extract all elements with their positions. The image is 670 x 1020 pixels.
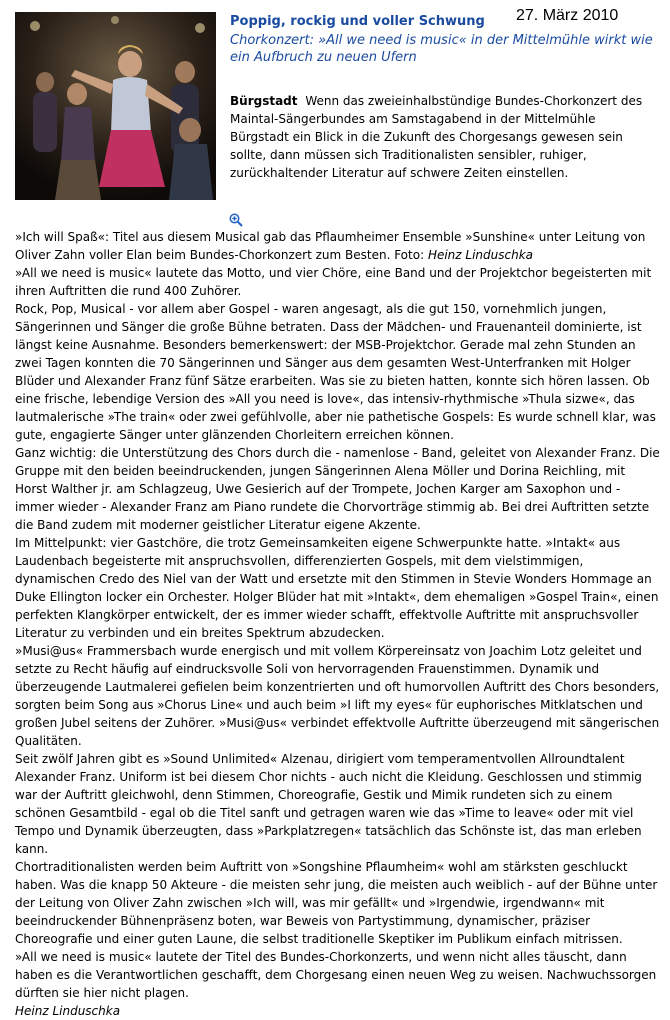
paragraph: Rock, Pop, Musical - vor allem aber Gospel - waren angesagt, als die gut 150, vornehmlich jungen, Sängerinnen und Sänger die große Bühne betraten. Dass der Mädchen- und Frauenanteil dominierte, ist längst keine Ausnahme. Besonders bemerkenswert: der MSB-Projektchor. Gerade mal zehn Stunden an zwei Tagen konnten die 70 Sängerinnen und Sänger aus dem gesamten West-Unterfranken mit Holger Blüder und Alexander Franz fünf Sätze erarbeiten. Was sie zu bieten hatten, konnte sich hören lassen. Ob eine frische, lebendige Version des »All you need is love«, das intensiv-rhythmische »Thula sizwe«, das lautmalerische »The train« oder zwei gefühlvolle, aber nie pathetische Gospels: Es wurde schnell klar, was gute, engagierte Sänger unter glänzenden Chorleitern erreichen können.: [15, 302, 656, 442]
article-intro: [230, 92, 655, 182]
paragraph: Ganz wichtig: die Unterstützung des Chors durch die - namenlose - Band, geleitet von Alexander Franz. Die Gruppe mit den beiden beeindruckenden, jungen Sängerinnen Alena Möller und Dorina Reichling, mit Horst Walther jr. am Schlagzeug, Uwe Gesierich auf der Trompete, Jochen Karger am Saxophon und - immer wieder - Alexander Franz am Piano rundete die Chorvorträge stimmig ab. Bei drei Auftritten setzte die Band zudem mit moderner geistlicher Literatur eigene Akzente.: [15, 446, 660, 532]
publication-date: 27. März 2010: [516, 7, 619, 24]
caption-text: »Ich will Spaß«: Titel aus diesem Musical gab das Pflaumheimer Ensemble »Sunshine« unter Leitung von Oliver Zahn voller Elan beim Bundes-Chorkonzert zum Besten. Foto:: [15, 230, 646, 262]
paragraph: »All we need is music« lautete das Motto, und vier Chöre, eine Band und der Projektchor begeisterten mit ihren Auftritten die rund 400 Zuhörer.: [15, 266, 652, 298]
article-subheadline: Chorkonzert: »All we need is music« in der Mittelmühle wirkt wie ein Aufbruch zu neuen Ufern: [230, 33, 653, 65]
choir-photo: [15, 12, 216, 200]
article-headline: Poppig, rockig und voller Schwung: [230, 14, 485, 29]
article-author: Heinz Linduschka: [15, 1004, 121, 1018]
intro-text: Wenn das zweieinhalbstündige Bundes-Chorkonzert des Maintal-Sängerbundes am Samstagabend in der Mittelmühle Bürgstadt ein Blick in die Zukunft des Chorgesangs gewesen sein sollte, dann müssen sich Traditionalisten sensibler, ruhiger, zurückhaltender Literatur auf schwere Zeiten einstellen.: [230, 94, 643, 180]
photo-caption: [15, 228, 660, 264]
paragraph: Seit zwölf Jahren gibt es »Sound Unlimited« Alzenau, dirigiert vom temperamentvollen Allroundtalent Alexander Franz. Uniform ist bei diesem Chor nichts - auch nicht die Kleidung. Geschlossen und stimmig war der Auftritt gleichwohl, denn Stimmen, Choreografie, Gestik und Mimik rundeten sich zu einem schönen Gesamtbild - egal ob die Titel sanft und getragen waren wie das »Time to leave« oder mit viel Tempo und Dynamik überzeugten, dass »Parkplatzregen« tatsächlich das Schönste ist, das man erleben kann.: [15, 752, 642, 856]
article-body: [15, 228, 660, 1020]
dateline-location: Bürgstadt: [230, 94, 298, 108]
paragraph: »Musi@us« Frammersbach wurde energisch und mit vollem Körpereinsatz von Joachim Lotz geleitet und setzte zu Recht häufig auf eindrucksvolle Soli von hervorragenden Frauenstimmen. Dynamik und überzeugende Lautmalerei gefielen beim konzentrierten und oft humorvollen Auftritt des Chors besonders, sorgten beim Song aus »Chorus Line« und auch beim »I lift my eyes« für euphorisches Mitklatschen und großen Jubel seitens der Zuhörer. »Musi@us« verbindet effektvolle Auftritte überzeugend mit sängerischen Qualitäten.: [15, 644, 660, 748]
paragraph: Chortraditionalisten werden beim Auftritt von »Songshine Pflaumheim« wohl am stärksten geschluckt haben. Was die knapp 50 Akteure - die meisten sehr jung, die meisten auch weiblich - auf der Bühne unter der Leitung von Oliver Zahn zwischen »Ich will, was mir gefällt« und »Irgendwie, irgendwann« mit beeindruckender Bühnenpräsenz boten, war Beweis von Partystimmung, dynamischer, präziser Choreografie und einer guten Laune, die selbst traditionelle Skeptiker im Publikum einfach mitrissen.: [15, 860, 658, 946]
paragraph: Im Mittelpunkt: vier Gastchöre, die trotz Gemeinsamkeiten eigene Schwerpunkte hatte. »Intakt« aus Laudenbach begeisterte mit anspruchsvollen, differenzierten Gospels, mit dem vielstimmigen, dynamischen Credo des Niel van der Watt und ersetzte mit den Stimmen in Stevie Wonders Hommage an Duke Ellington locker ein Orchester. Holger Blüder hat mit »Intakt«, dem ehemaligen »Gospel Train«, einen perfekten Klangkörper entwickelt, der es immer wieder schafft, effektvolle Auftritte mit anspruchsvoller Literatur zu verbinden und ein breites Spektrum abzudecken.: [15, 536, 659, 640]
photo-credit: Heinz Linduschka: [427, 248, 534, 262]
paragraph: »All we need is music« lautete der Titel des Bundes-Chorkonzerts, und wenn nicht alles täuscht, dann haben es die Verantwortlichen geschafft, dem Chorgesang einen neuen Weg zu weisen. Nachwuchssorgen dürften sie hier nicht plagen.: [15, 950, 657, 1000]
